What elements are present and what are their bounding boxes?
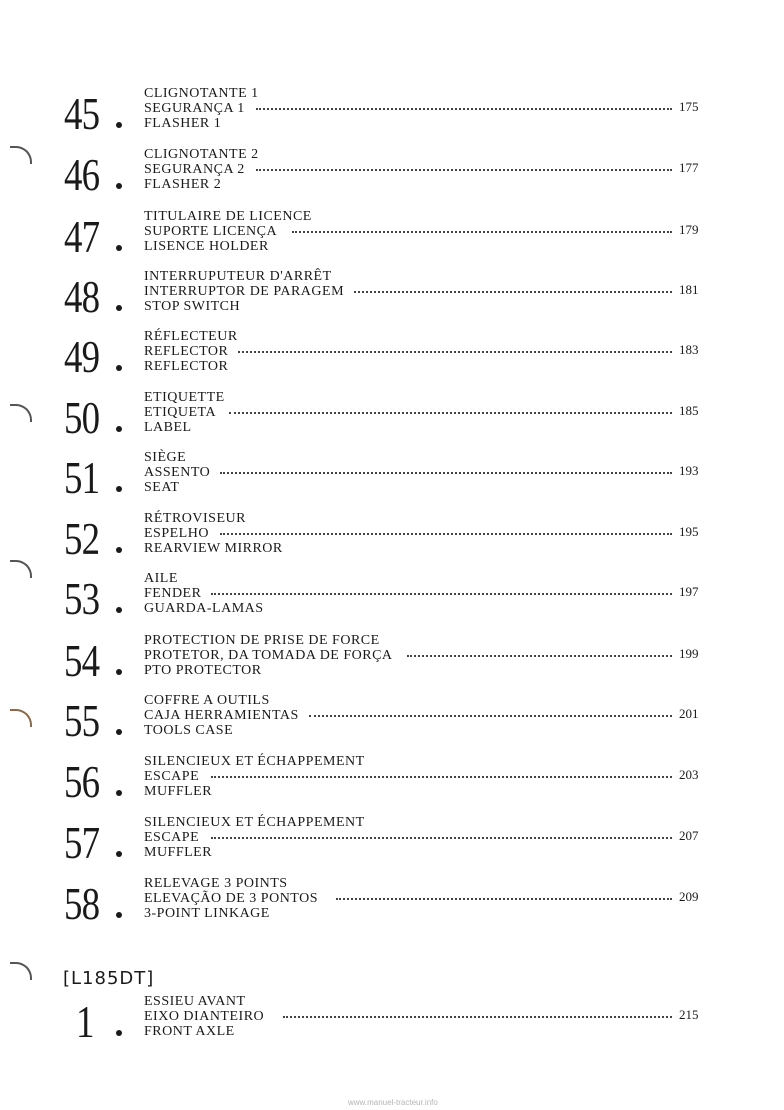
entry-number: 1: [76, 997, 94, 1047]
entry-number: 57: [64, 818, 100, 868]
dot-leader: [211, 593, 672, 595]
entry-titles: [144, 147, 259, 192]
page-number: 179: [679, 222, 699, 237]
entry-title-line: FLASHER 1: [144, 116, 222, 131]
entry-title-line: EIXO DIANTEIRO: [144, 1009, 265, 1024]
toc-entry: [0, 633, 784, 695]
entry-title-line: SIÈGE: [144, 450, 187, 465]
dot-leader: [211, 776, 672, 778]
entry-title-line: RELEVAGE 3 POINTS: [144, 876, 288, 891]
page-number: 175: [679, 99, 699, 114]
dot-leader: [283, 1016, 672, 1018]
entry-title-line: SILENCIEUX ET ÉCHAPPEMENT: [144, 815, 365, 830]
bullet-dot: [116, 486, 122, 492]
page-number: 209: [679, 889, 699, 904]
entry-title-line: FENDER: [144, 586, 202, 601]
entry-title-line: STOP SWITCH: [144, 299, 241, 314]
entry-title-line: FRONT AXLE: [144, 1024, 235, 1039]
entry-title-line: CLIGNOTANTE 1: [144, 86, 259, 101]
entry-title-line: ESPELHO: [144, 526, 209, 541]
page-number: 177: [679, 160, 699, 175]
entry-number: 46: [64, 150, 100, 200]
entry-number: 45: [64, 89, 100, 139]
entry-titles: [144, 994, 264, 1039]
bullet-dot: [116, 245, 122, 251]
toc-entry: [0, 86, 784, 148]
entry-title-line: ESCAPE: [144, 769, 200, 784]
entry-title-line: PTO PROTECTOR: [144, 663, 262, 678]
entry-title-line: 3-POINT LINKAGE: [144, 906, 270, 921]
bullet-dot: [116, 122, 122, 128]
page-number: 181: [679, 282, 699, 297]
entry-number: 47: [64, 212, 100, 262]
entry-title-line: INTERRUPTOR DE PARAGEM: [144, 284, 345, 299]
dot-leader: [354, 291, 672, 293]
toc-entry: [0, 269, 784, 331]
entry-title-line: LISENCE HOLDER: [144, 239, 269, 254]
bullet-dot: [116, 851, 122, 857]
entry-title-line: SEGURANÇA 2: [144, 162, 245, 177]
toc-entry: [0, 209, 784, 271]
bullet-dot: [116, 912, 122, 918]
toc-entry: [0, 450, 784, 512]
entry-title-line: LABEL: [144, 420, 192, 435]
dot-leader: [256, 108, 672, 110]
entry-number: 56: [64, 757, 100, 807]
entry-titles: [144, 876, 318, 921]
dot-leader: [336, 898, 672, 900]
entry-title-line: ESSIEU AVANT: [144, 994, 246, 1009]
dot-leader: [220, 472, 672, 474]
entry-number: 58: [64, 879, 100, 929]
entry-titles: [144, 633, 393, 678]
dot-leader: [256, 169, 672, 171]
entry-title-line: AILE: [144, 571, 178, 586]
dot-leader: [220, 533, 672, 535]
entry-title-line: ETIQUETTE: [144, 390, 225, 405]
toc-entry: [0, 571, 784, 633]
toc-entry: [0, 815, 784, 877]
entry-title-line: INTERRUPUTEUR D'ARRÊT: [144, 269, 332, 284]
entry-title-line: MUFFLER: [144, 784, 213, 799]
entry-titles: [144, 209, 312, 254]
entry-title-line: SILENCIEUX ET ÉCHAPPEMENT: [144, 754, 365, 769]
entry-title-line: ETIQUETA: [144, 405, 217, 420]
entry-title-line: REFLECTOR: [144, 359, 229, 374]
entry-titles: [144, 86, 259, 131]
page-number: 183: [679, 342, 699, 357]
punch-hole-mark: [10, 962, 32, 980]
entry-title-line: REARVIEW MIRROR: [144, 541, 283, 556]
entry-title-line: REFLECTOR: [144, 344, 229, 359]
page-number: 197: [679, 584, 699, 599]
bullet-dot: [116, 365, 122, 371]
toc-entry: [0, 754, 784, 816]
toc-entry: [0, 693, 784, 755]
entry-title-line: SEAT: [144, 480, 180, 495]
entry-number: 53: [64, 574, 100, 624]
toc-entry: [0, 876, 784, 938]
dot-leader: [309, 715, 672, 717]
bullet-dot: [116, 183, 122, 189]
bullet-dot: [116, 790, 122, 796]
entry-title-line: PROTECTION DE PRISE DE FORCE: [144, 633, 380, 648]
page-number: 195: [679, 524, 699, 539]
toc-entry: [0, 390, 784, 452]
entry-number: 48: [64, 272, 100, 322]
page-number: 199: [679, 646, 699, 661]
entry-titles: [144, 269, 344, 314]
toc-entry: [0, 994, 784, 1056]
entry-title-line: ELEVAÇÃO DE 3 PONTOS: [144, 891, 318, 906]
dot-leader: [292, 231, 673, 233]
toc-entry: [0, 511, 784, 573]
entry-title-line: FLASHER 2: [144, 177, 222, 192]
entry-number: 54: [64, 636, 100, 686]
entry-number: 51: [64, 453, 100, 503]
entry-title-line: SUPORTE LICENÇA: [144, 224, 278, 239]
entry-number: 49: [64, 332, 100, 382]
entry-title-line: MUFFLER: [144, 845, 213, 860]
section-heading: [L185DT]: [63, 968, 155, 989]
entry-title-line: PROTETOR, DA TOMADA DE FORÇA: [144, 648, 393, 663]
bullet-dot: [116, 305, 122, 311]
page-number: 201: [679, 706, 699, 721]
entry-title-line: TITULAIRE DE LICENCE: [144, 209, 312, 224]
page-number: 215: [679, 1007, 699, 1022]
entry-title-line: RÉFLECTEUR: [144, 329, 238, 344]
bullet-dot: [116, 729, 122, 735]
watermark: www.manuel-tracteur.info: [348, 1098, 438, 1107]
bullet-dot: [116, 607, 122, 613]
entry-number: 55: [64, 696, 100, 746]
entry-number: 52: [64, 514, 100, 564]
page-number: 207: [679, 828, 699, 843]
entry-title-line: CAJA HERRAMIENTAS: [144, 708, 299, 723]
toc-entry: [0, 329, 784, 391]
entry-titles: [144, 693, 299, 738]
bullet-dot: [116, 1030, 122, 1036]
entry-titles: [144, 450, 210, 495]
entry-title-line: TOOLS CASE: [144, 723, 234, 738]
entry-titles: [144, 390, 225, 435]
bullet-dot: [116, 426, 122, 432]
dot-leader: [229, 412, 672, 414]
entry-title-line: ASSENTO: [144, 465, 211, 480]
dot-leader: [211, 837, 672, 839]
bullet-dot: [116, 547, 122, 553]
page-number: 203: [679, 767, 699, 782]
entry-title-line: RÉTROVISEUR: [144, 511, 246, 526]
page-number: 193: [679, 463, 699, 478]
toc-entry: [0, 147, 784, 209]
dot-leader: [407, 655, 672, 657]
entry-title-line: CLIGNOTANTE 2: [144, 147, 259, 162]
dot-leader: [238, 351, 672, 353]
entry-title-line: COFFRE A OUTILS: [144, 693, 270, 708]
entry-title-line: GUARDA-LAMAS: [144, 601, 264, 616]
entry-title-line: ESCAPE: [144, 830, 200, 845]
entry-titles: [144, 329, 238, 374]
bullet-dot: [116, 669, 122, 675]
entry-title-line: SEGURANÇA 1: [144, 101, 245, 116]
entry-number: 50: [64, 393, 100, 443]
page-number: 185: [679, 403, 699, 418]
